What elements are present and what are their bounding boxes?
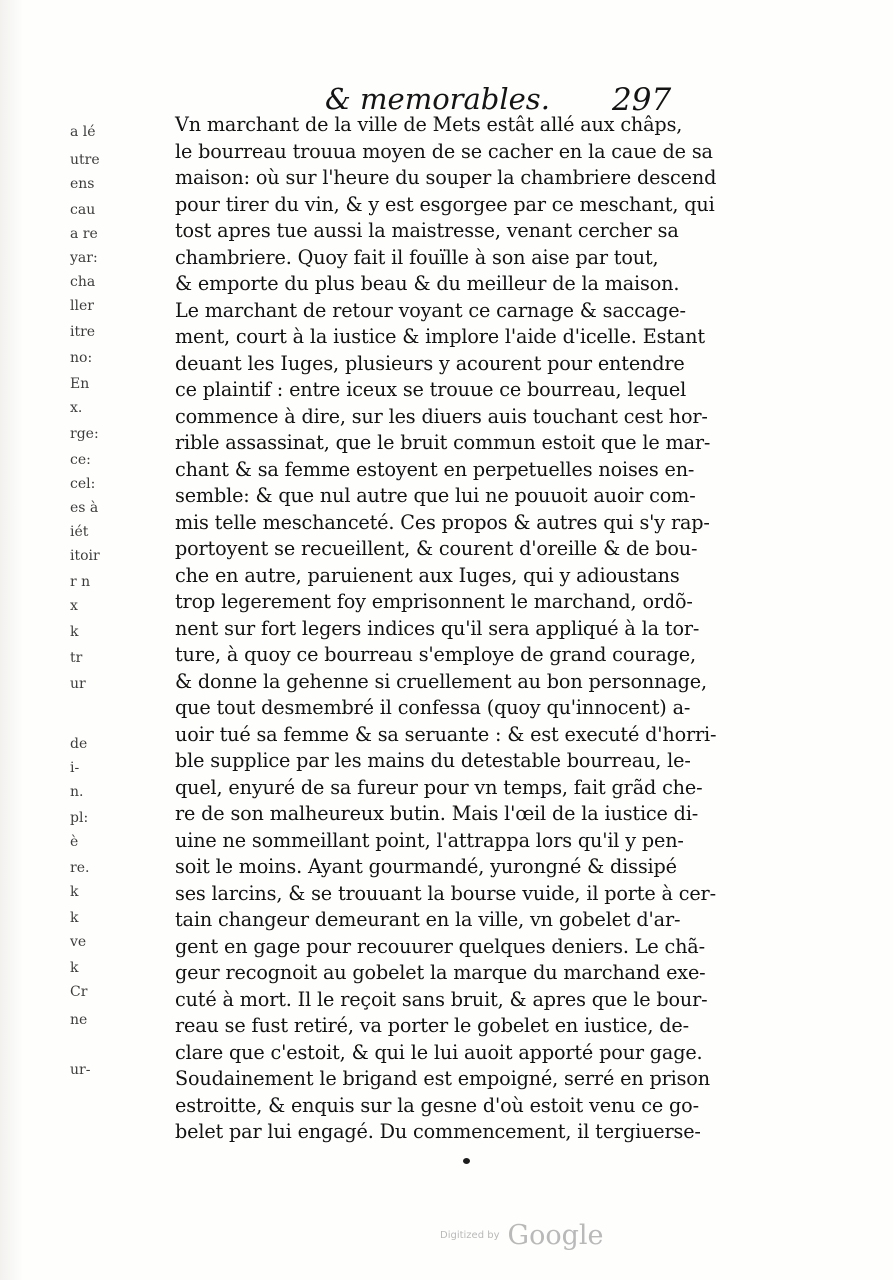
text-line: trop legerement foy emprisonnent le marchand, ordõ- <box>175 590 693 613</box>
text-line: deuant les Iuges, plusieurs y acourent pour entendre <box>175 351 685 375</box>
margin-fragment: iét <box>70 524 89 540</box>
margin-fragment: cel: <box>70 476 96 492</box>
margin-fragment: n. <box>70 784 84 800</box>
margin-fragment: itre <box>70 324 96 340</box>
text-line: chambriere. Quoy fait il fouïlle à son aise par tout, <box>175 245 659 269</box>
text-line: commence à dire, sur les diuers auis touchant cest hor- <box>175 404 708 428</box>
text-line: ment, court à la iustice & implore l'aide d'icelle. Estant <box>175 325 705 348</box>
margin-fragment: yar: <box>70 250 98 266</box>
text-line: re de son malheureux butin. Mais l'œil de la iustice di- <box>175 802 699 825</box>
margin-fragment: no: <box>70 350 93 366</box>
text-line: mis telle meschanceté. Ces propos & autres qui s'y rap- <box>175 510 710 534</box>
body-text <box>175 112 717 1143</box>
margin-fragment: ce: <box>70 452 91 468</box>
text-line: nent sur fort legers indices qu'il sera appliqué à la tor- <box>175 616 700 640</box>
text-line: ture, à quoy ce bourreau s'employe de grand courage, <box>175 643 696 666</box>
margin-fragment: pl: <box>70 810 89 826</box>
text-line: & emporte du plus beau & du meilleur de la maison. <box>175 272 680 295</box>
text-line: le bourreau trouua moyen de se cacher en la caue de sa <box>175 139 713 163</box>
text-line: ce plaintif : entre iceux se trouue ce bourreau, lequel <box>175 378 687 401</box>
margin-fragment: ller <box>70 298 94 314</box>
margin-fragment: k <box>70 960 79 976</box>
watermark-logo-text: Google <box>507 1220 604 1251</box>
margin-fragment: rge: <box>70 426 99 442</box>
margin-fragment: k <box>70 624 79 640</box>
margin-fragment: a re <box>70 226 98 242</box>
digitization-watermark <box>440 1220 610 1256</box>
margin-fragment: es à <box>70 500 99 516</box>
margin-fragment: cha <box>70 274 96 290</box>
text-line: semble: & que nul autre que lui ne pouuoit auoir com- <box>175 484 696 507</box>
text-line: & donne la gehenne si cruellement au bon personnage, <box>175 669 707 693</box>
margin-fragment: cau <box>70 202 96 218</box>
text-line: tain changeur demeurant en la ville, vn gobelet d'ar- <box>175 908 681 931</box>
margin-fragment: ve <box>70 934 87 950</box>
page-number: 297 <box>612 82 672 118</box>
text-line: chant & sa femme estoyent en perpetuelles noises en- <box>175 457 695 481</box>
text-line: pour tirer du vin, & y est esgorgee par ce meschant, qui <box>175 192 715 216</box>
text-line: Soudainement le brigand est empoigné, serré en prison <box>175 1067 710 1090</box>
margin-fragment: k <box>70 910 79 926</box>
margin-fragment: ens <box>70 176 95 192</box>
page-gutter-shadow <box>0 0 22 1280</box>
margin-fragment: è <box>70 834 79 850</box>
text-line: tost apres tue aussi la maistresse, venant cercher sa <box>175 219 679 242</box>
margin-fragment: x <box>70 598 78 614</box>
margin-fragment: itoir <box>70 548 100 564</box>
margin-fragment: ur- <box>70 1062 91 1078</box>
running-head: & memorables. <box>325 82 550 116</box>
text-line: maison: où sur l'heure du souper la chambriere descend <box>175 166 717 189</box>
text-line: Vn marchant de la ville de Mets estât allé aux châps, <box>175 113 683 136</box>
text-line: ble supplice par les mains du detestable bourreau, le- <box>175 749 691 772</box>
text-line: uine ne sommeillant point, l'attrappa lors qu'il y pen- <box>175 828 684 852</box>
text-line: rible assassinat, que le bruit commun estoit que le mar- <box>175 431 711 454</box>
margin-fragment: a lé <box>70 124 96 140</box>
text-line: quel, enyuré de sa fureur pour vn temps, fait grãd che- <box>175 775 703 799</box>
text-line: portoyent se recueillent, & courent d'oreille & de bou- <box>175 537 698 560</box>
facing-page-margin-fragments <box>70 124 108 1104</box>
page-dot-mark <box>463 1158 470 1164</box>
text-line: estroitte, & enquis sur la gesne d'où estoit venu ce go- <box>175 1093 699 1117</box>
margin-fragment: Cr <box>70 984 88 1000</box>
text-line: gent en gage pour recouurer quelques deniers. Le chã- <box>175 934 705 958</box>
margin-fragment: de <box>70 736 88 752</box>
text-line: belet par lui engagé. Du commencement, il tergiuerse- <box>175 1120 701 1143</box>
margin-fragment: x. <box>70 400 83 416</box>
margin-fragment: En <box>70 376 90 392</box>
text-line: clare que c'estoit, & qui le lui auoit apporté pour gage. <box>175 1040 703 1064</box>
watermark-small-text: Digitized by <box>440 1230 500 1241</box>
text-line: que tout desmembré il confessa (quoy qu'innocent) a- <box>175 696 691 719</box>
margin-fragment: tr <box>70 650 83 666</box>
text-line: uoir tué sa femme & sa seruante : & est executé d'horri- <box>175 722 717 746</box>
text-line: reau se fust retiré, va porter le gobelet en iustice, de- <box>175 1014 689 1037</box>
text-line: che en autre, paruienent aux Iuges, qui y adioustans <box>175 563 680 587</box>
margin-fragment: i- <box>70 760 80 776</box>
margin-fragment: re. <box>70 860 90 876</box>
margin-fragment: ne <box>70 1012 88 1028</box>
text-line: cuté à mort. Il le reçoit sans bruit, & apres que le bour- <box>175 987 708 1011</box>
text-line: geur recognoit au gobelet la marque du marchand exe- <box>175 961 706 984</box>
text-line: Le marchant de retour voyant ce carnage & saccage- <box>175 298 686 322</box>
margin-fragment: k <box>70 884 79 900</box>
margin-fragment: utre <box>70 152 100 168</box>
text-line: ses larcins, & se trouuant la bourse vuide, il porte à cer- <box>175 881 716 905</box>
margin-fragment: r n <box>70 574 91 590</box>
margin-fragment: ur <box>70 676 86 692</box>
text-line: soit le moins. Ayant gourmandé, yurongné & dissipé <box>175 855 677 878</box>
